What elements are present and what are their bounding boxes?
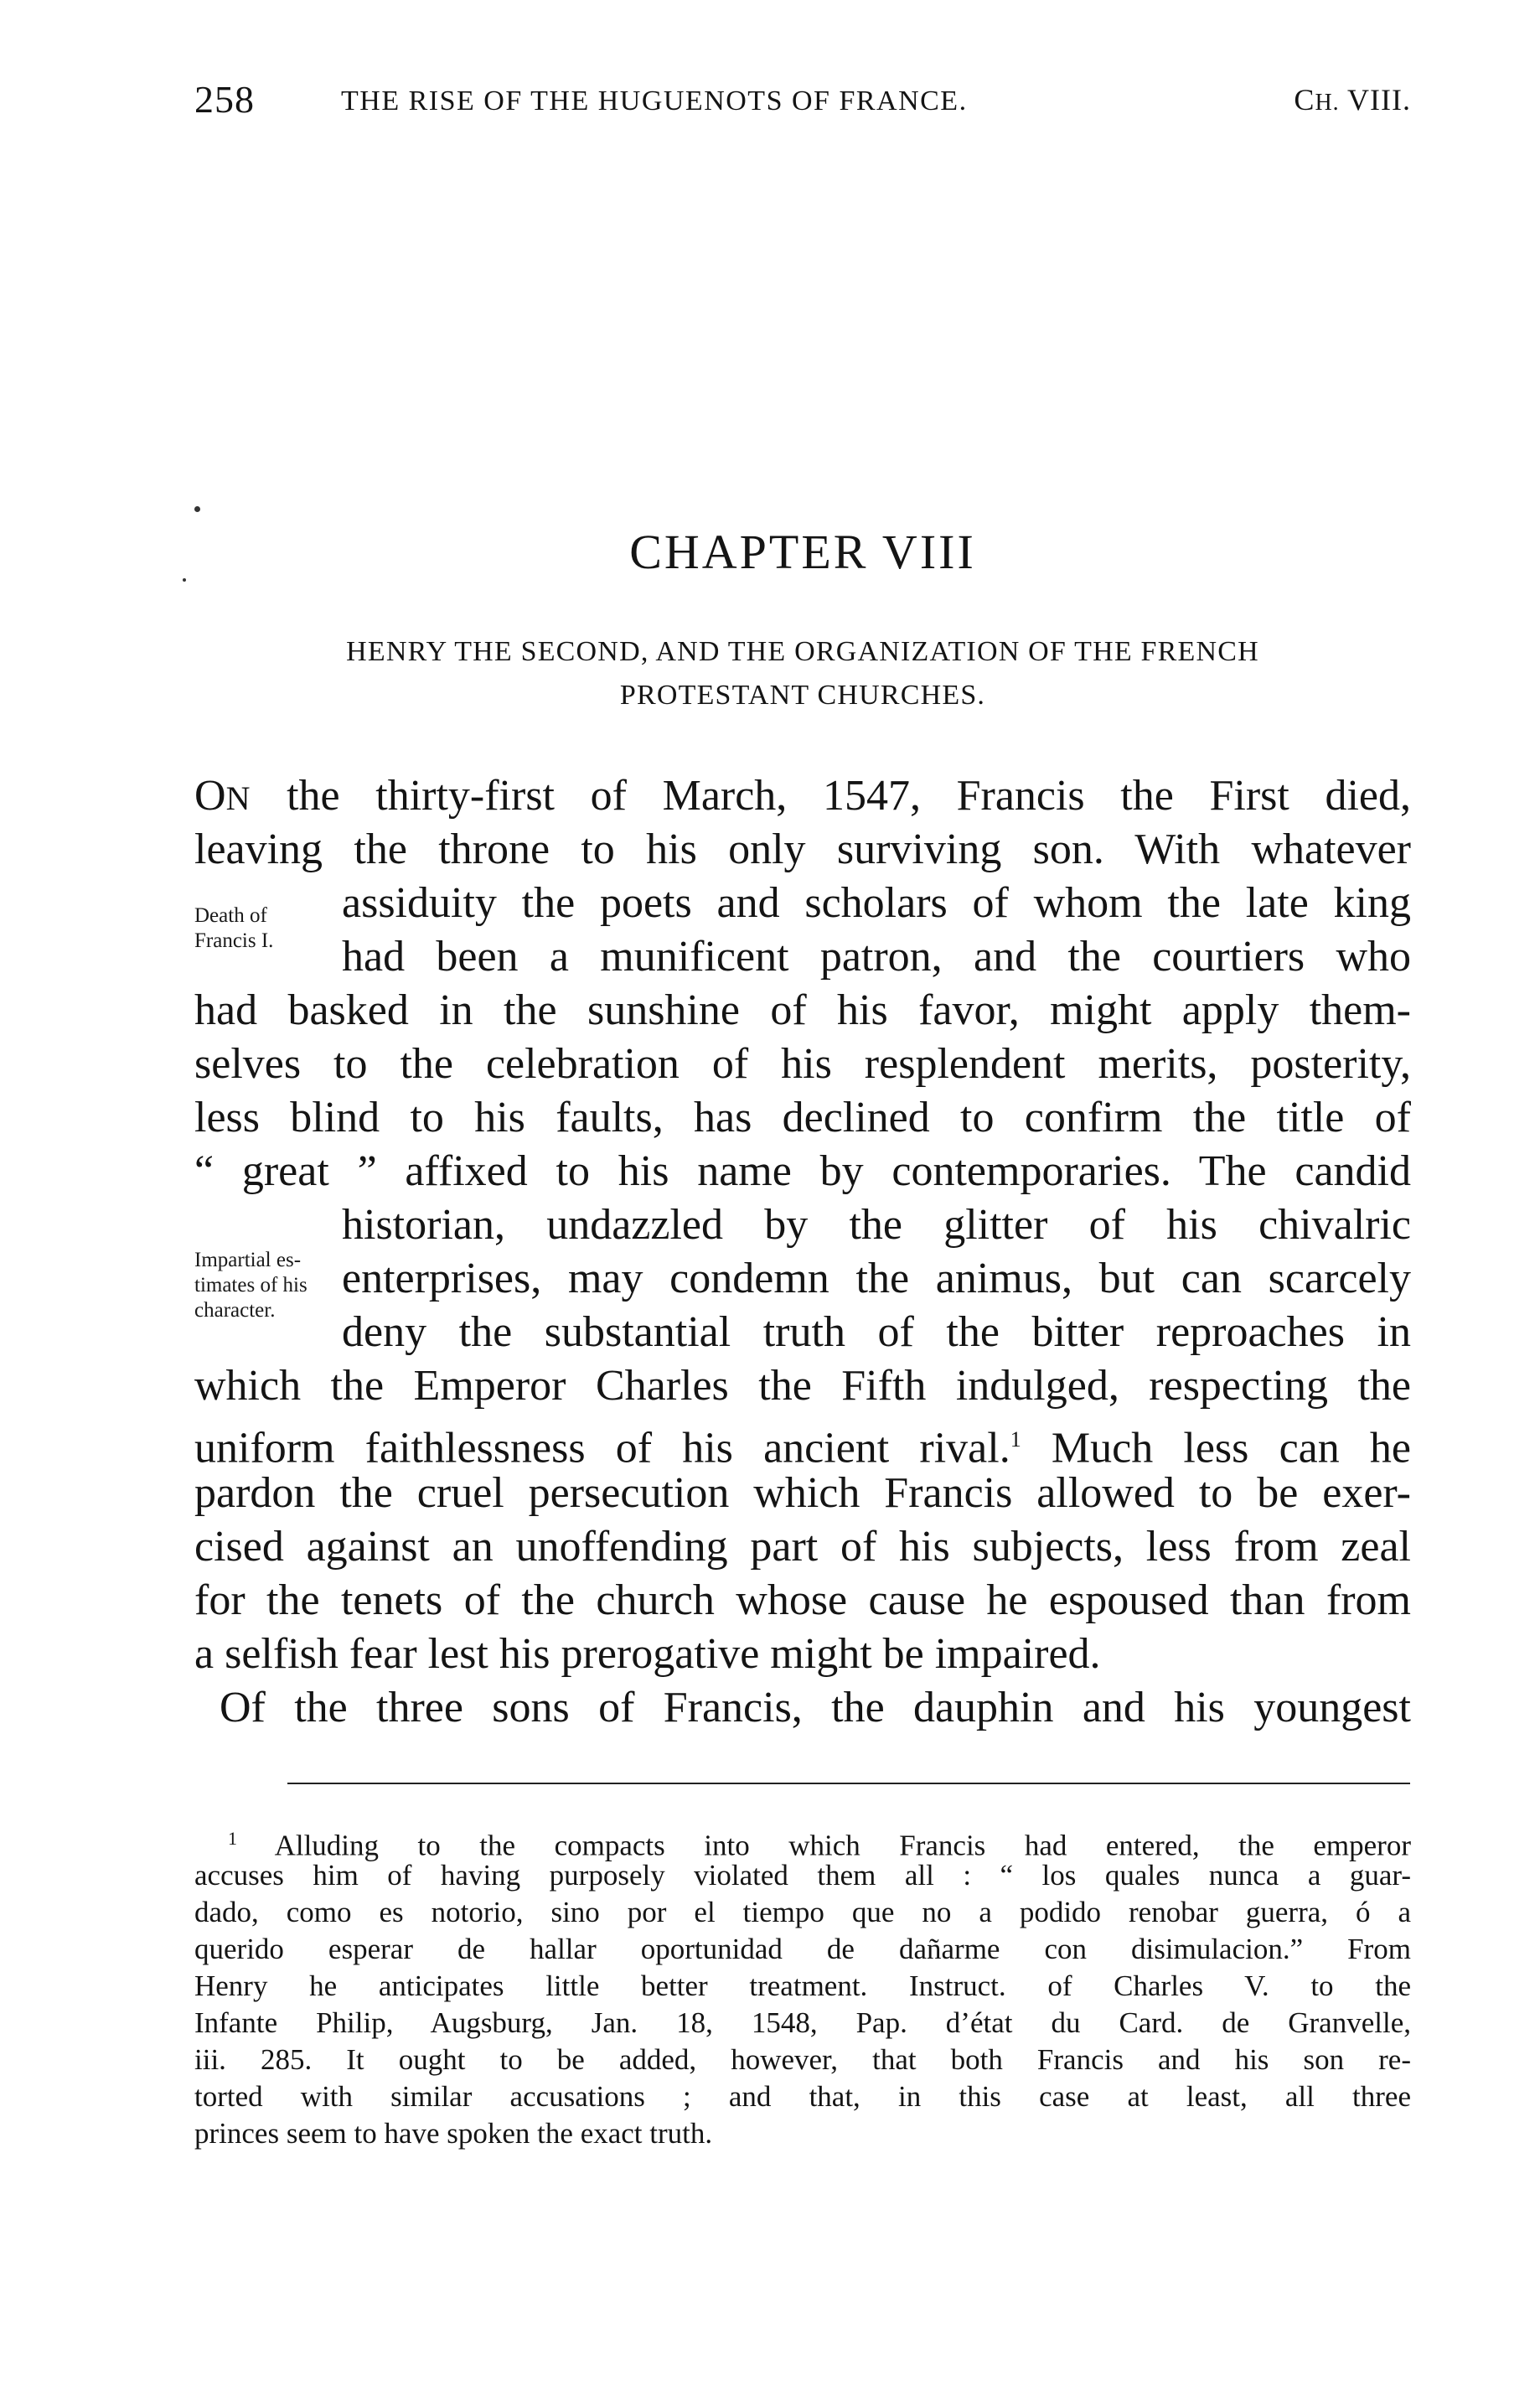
- printing-speck: [183, 578, 186, 582]
- footnote-line: torted with similar accusations ; and that, in this case at least, all three: [194, 2080, 1411, 2113]
- body-line: assiduity the poets and scholars of whom the late king: [342, 879, 1411, 927]
- page-number: 258: [194, 78, 255, 121]
- body-line: Of the three sons of Francis, the dauphin and his youngest: [220, 1684, 1411, 1731]
- body-line: had been a munificent patron, and the courtiers who: [342, 933, 1411, 981]
- running-head: [194, 77, 1411, 127]
- body-line: cised against an unoffending part of his subjects, less from zeal: [194, 1523, 1411, 1571]
- drop-letter: O: [194, 772, 226, 820]
- running-title: THE RISE OF THE HUGUENOTS OF FRANCE.: [341, 85, 968, 116]
- chapter-ref-numeral: VIII.: [1347, 83, 1411, 116]
- line-text: the thirty-first of March, 1547, Francis the First died,: [251, 772, 1411, 820]
- body-line: [194, 769, 1411, 826]
- small-caps-letter: N: [225, 779, 251, 817]
- margin-note-line: Impartial es-: [194, 1249, 302, 1271]
- body-line: deny the substantial truth of the bitter reproaches in: [342, 1308, 1411, 1356]
- body-line: enterprises, may condemn the animus, but can scarcely: [342, 1255, 1411, 1302]
- chapter-subtitle-line-1: HENRY THE SECOND, AND THE ORGANIZATION OF THE FRENCH: [346, 636, 1259, 667]
- footnote-line: Henry he anticipates little better treatment. Instruct. of Charles V. to the: [194, 1969, 1411, 2002]
- body-line: selves to the celebration of his resplendent merits, posterity,: [194, 1040, 1411, 1088]
- body-line: less blind to his faults, has declined to confirm the title of: [194, 1094, 1411, 1141]
- footnote-line: dado, como es notorio, sino por el tiempo que no a podido renobar guerra, ó a: [194, 1896, 1411, 1928]
- chapter-ref-prefix-small: H.: [1315, 90, 1340, 116]
- footnote-text: Alluding to the compacts into which Francis had entered, the emperor: [237, 1829, 1411, 1862]
- line-text: uniform faithlessness of his ancient rival.: [194, 1424, 1010, 1472]
- margin-note-death-of-francis: [194, 903, 338, 954]
- footnote-line: iii. 285. It ought to be added, however, that both Francis and his son re-: [194, 2043, 1411, 2076]
- chapter-heading: CHAPTER VIII: [629, 525, 976, 579]
- margin-note-line: Death of: [194, 904, 267, 927]
- footnote-line: querido esperar de hallar oportunidad de dañarme con disimulacion.” From: [194, 1933, 1411, 1965]
- body-line: leaving the throne to his only surviving son. With whatever: [194, 826, 1411, 873]
- body-line: pardon the cruel persecution which Francis allowed to be exer-: [194, 1469, 1411, 1517]
- body-line: a selfish fear lest his prerogative might be impaired.: [194, 1630, 1101, 1678]
- footnote-rule: [287, 1783, 1410, 1784]
- margin-note-line: Francis I.: [194, 929, 274, 952]
- body-line: had basked in the sunshine of his favor, might apply them-: [194, 986, 1411, 1034]
- body-line: which the Emperor Charles the Fifth indulged, respecting the: [194, 1362, 1411, 1410]
- chapter-ref-prefix: C: [1294, 83, 1315, 116]
- footnote-line: princes seem to have spoken the exact truth.: [194, 2117, 713, 2150]
- printing-speck: [194, 506, 200, 512]
- footnote-line: Infante Philip, Augsburg, Jan. 18, 1548, Pap. d’état du Card. de Granvelle,: [194, 2006, 1411, 2039]
- margin-note-line: character.: [194, 1299, 276, 1322]
- footnote-marker: 1: [228, 1828, 237, 1849]
- line-text: Much less can he: [1021, 1424, 1412, 1472]
- chapter-subtitle: [194, 630, 1411, 717]
- chapter-reference: [1294, 82, 1411, 117]
- footnote-reference: 1: [1010, 1427, 1021, 1452]
- body-line: for the tenets of the church whose cause he espoused than from: [194, 1576, 1411, 1624]
- body-line: “ great ” affixed to his name by contemporaries. The candid: [194, 1147, 1411, 1195]
- margin-note-line: timates of his: [194, 1274, 307, 1297]
- body-line: historian, undazzled by the glitter of his chivalric: [342, 1201, 1411, 1249]
- chapter-subtitle-line-2: PROTESTANT CHURCHES.: [619, 680, 986, 711]
- footnote-line: accuses him of having purposely violated them all : “ los quales nunca a guar-: [194, 1859, 1411, 1892]
- margin-note-impartial-estimates: [194, 1248, 338, 1323]
